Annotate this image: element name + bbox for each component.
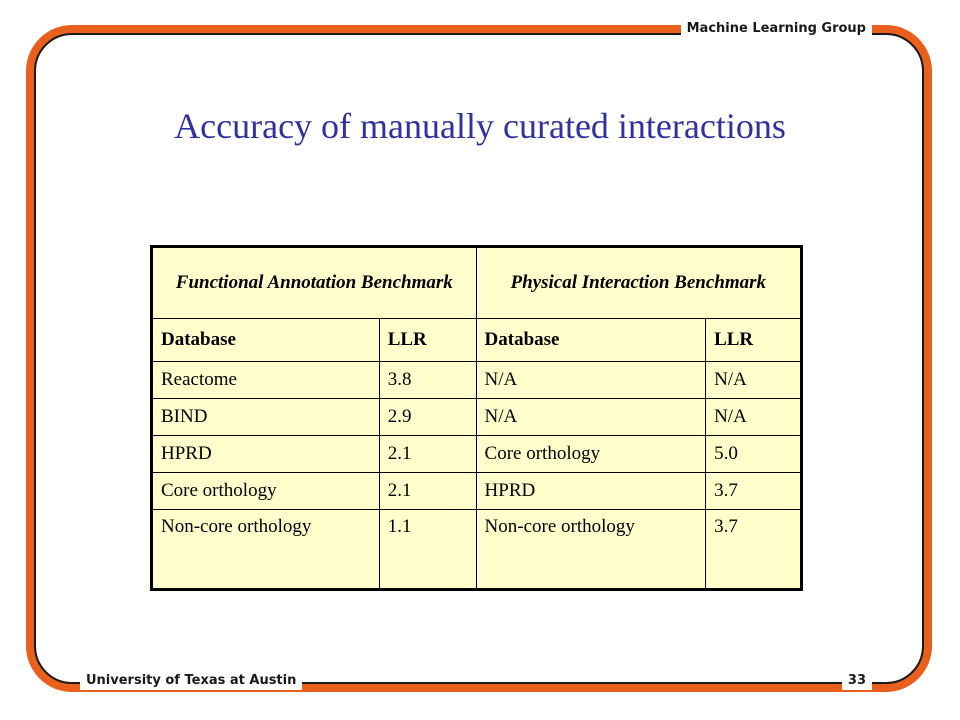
table-row xyxy=(152,510,802,590)
table-cell: N/A xyxy=(476,399,706,436)
group-header-functional: Functional Annotation Benchmark xyxy=(152,247,477,319)
group-header-physical: Physical Interaction Benchmark xyxy=(476,247,801,319)
table-cell: Reactome xyxy=(152,362,380,399)
table-cell: HPRD xyxy=(152,436,380,473)
table-cell: 2.1 xyxy=(379,473,476,510)
table-cell: N/A xyxy=(706,399,802,436)
column-header-database: Database xyxy=(476,319,706,362)
table-row xyxy=(152,473,802,510)
table-row xyxy=(152,436,802,473)
table-cell: N/A xyxy=(706,362,802,399)
column-header-llr: LLR xyxy=(706,319,802,362)
table-cell: Core orthology xyxy=(152,473,380,510)
table-cell: 3.7 xyxy=(706,510,802,590)
table-cell: 2.9 xyxy=(379,399,476,436)
table-cell: 3.8 xyxy=(379,362,476,399)
table-cell: N/A xyxy=(476,362,706,399)
column-header-llr: LLR xyxy=(379,319,476,362)
table-cell: Core orthology xyxy=(476,436,706,473)
table-cell: Non-core orthology xyxy=(476,510,706,590)
table-cell: 5.0 xyxy=(706,436,802,473)
group-label: Machine Learning Group xyxy=(681,20,872,38)
table-cell: 1.1 xyxy=(379,510,476,590)
page-number: 33 xyxy=(842,672,872,690)
table-cell: HPRD xyxy=(476,473,706,510)
column-header-database: Database xyxy=(152,319,380,362)
table-cell: 2.1 xyxy=(379,436,476,473)
table-cell: 3.7 xyxy=(706,473,802,510)
table-row xyxy=(152,362,802,399)
table-cell: Non-core orthology xyxy=(152,510,380,590)
column-header-row xyxy=(152,319,802,362)
table-cell: BIND xyxy=(152,399,380,436)
slide-title: Accuracy of manually curated interactions xyxy=(174,106,786,146)
benchmark-table xyxy=(150,245,803,591)
university-label: University of Texas at Austin xyxy=(80,672,302,690)
table-row xyxy=(152,399,802,436)
group-header-row xyxy=(152,247,802,319)
